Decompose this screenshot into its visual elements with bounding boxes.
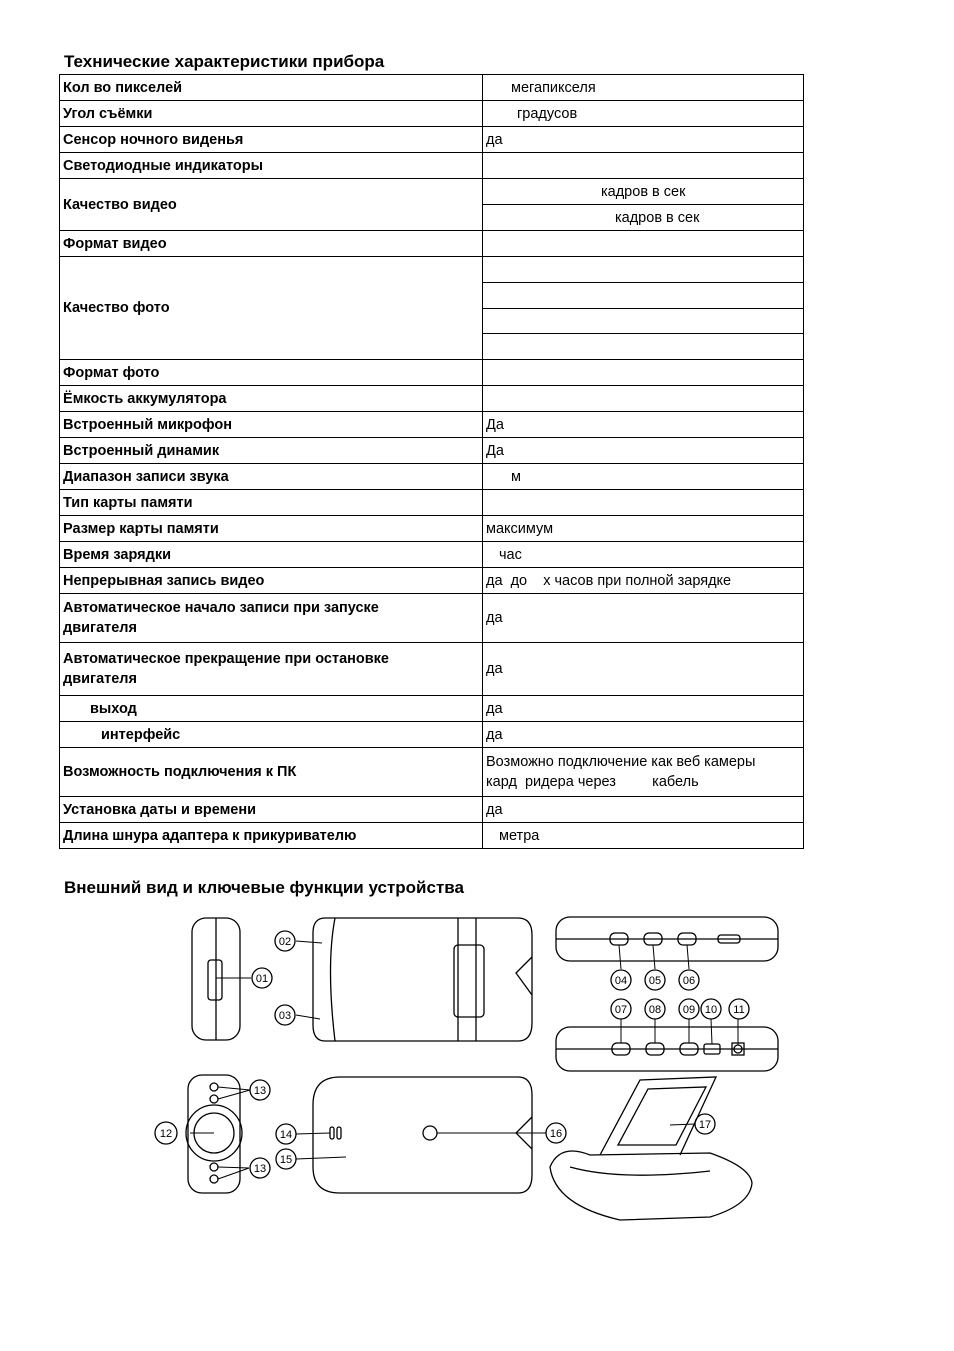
spec-value <box>483 748 804 797</box>
spec-value: Да <box>483 412 804 438</box>
device-lens-side-view <box>186 1075 242 1193</box>
table-row <box>60 696 804 722</box>
spec-value: кадров в сек <box>483 205 804 231</box>
table-row <box>60 231 804 257</box>
spec-value <box>483 334 804 360</box>
spec-label: Формат видео <box>60 231 483 257</box>
device-back-view <box>313 1077 532 1193</box>
table-row <box>60 386 804 412</box>
table-row <box>60 360 804 386</box>
spec-value <box>483 309 804 334</box>
device-front-view <box>313 918 532 1041</box>
spec-label: Установка даты и времени <box>60 797 483 823</box>
table-row <box>60 722 804 748</box>
spec-label: выход <box>60 696 483 722</box>
spec-label: Длина шнура адаптера к прикуривателю <box>60 823 483 849</box>
spec-label: Качество фото <box>60 257 483 360</box>
callout-label: 01 <box>255 973 269 985</box>
callout-label: 14 <box>279 1129 293 1141</box>
device-diagram <box>150 905 790 1235</box>
spec-value <box>483 257 804 283</box>
callout-label: 04 <box>614 975 628 987</box>
spec-label-line: Автоматическое прекращение при остановке <box>63 651 389 667</box>
spec-value <box>483 386 804 412</box>
spec-value: да <box>483 696 804 722</box>
spec-value: да <box>483 594 804 643</box>
spec-value: градусов <box>483 101 804 127</box>
spec-value-line: кард ридера через кабель <box>486 774 699 790</box>
spec-value: час <box>483 542 804 568</box>
spec-label: Сенсор ночного виденья <box>60 127 483 153</box>
table-row <box>60 127 804 153</box>
spec-label <box>60 643 483 696</box>
callout-label: 05 <box>648 975 662 987</box>
table-row <box>60 594 804 643</box>
spec-label-line: Автоматическое начало записи при запуске <box>63 600 379 616</box>
spec-value: да <box>483 643 804 696</box>
table-row <box>60 490 804 516</box>
callout-label: 13 <box>253 1085 267 1097</box>
callout-label: 12 <box>159 1128 173 1140</box>
table-row <box>60 542 804 568</box>
spec-label: Встроенный микрофон <box>60 412 483 438</box>
spec-value: Да <box>483 438 804 464</box>
callout-label: 02 <box>278 936 292 948</box>
callout-label: 10 <box>704 1004 718 1016</box>
spec-label: Светодиодные индикаторы <box>60 153 483 179</box>
spec-label: Встроенный динамик <box>60 438 483 464</box>
table-row <box>60 153 804 179</box>
table-row <box>60 643 804 696</box>
spec-value <box>483 283 804 309</box>
specs-table <box>59 74 804 849</box>
callout-label: 09 <box>682 1004 696 1016</box>
spec-label: Время зарядки <box>60 542 483 568</box>
spec-label: Ёмкость аккумулятора <box>60 386 483 412</box>
spec-value: да <box>483 797 804 823</box>
spec-label-line: двигателя <box>63 620 137 636</box>
table-row <box>60 464 804 490</box>
device-side-view <box>192 918 240 1040</box>
callout-label: 13 <box>253 1163 267 1175</box>
spec-value <box>483 490 804 516</box>
spec-value: мегапикселя <box>483 75 804 101</box>
callout-label: 15 <box>279 1154 293 1166</box>
spec-label: Тип карты памяти <box>60 490 483 516</box>
callout-label: 06 <box>682 975 696 987</box>
spec-label: Размер карты памяти <box>60 516 483 542</box>
spec-label-line: двигателя <box>63 671 137 687</box>
callout-label: 08 <box>648 1004 662 1016</box>
spec-value: метра <box>483 823 804 849</box>
section-title-specs: Технические характеристики прибора <box>64 52 385 71</box>
spec-label: Кол во пикселей <box>60 75 483 101</box>
section-title-appearance: Внешний вид и ключевые функции устройства <box>64 878 464 897</box>
spec-value <box>483 360 804 386</box>
spec-value: да <box>483 127 804 153</box>
spec-value <box>483 231 804 257</box>
table-row <box>60 101 804 127</box>
table-row <box>60 516 804 542</box>
table-row <box>60 823 804 849</box>
spec-label: Возможность подключения к ПК <box>60 748 483 797</box>
spec-value <box>483 153 804 179</box>
table-row <box>60 412 804 438</box>
callout-label: 16 <box>549 1128 563 1140</box>
spec-label: интерфейс <box>60 722 483 748</box>
device-top-edge-view <box>556 917 778 961</box>
spec-value: максимум <box>483 516 804 542</box>
table-row <box>60 568 804 594</box>
callout-label: 17 <box>698 1119 712 1131</box>
table-row <box>60 748 804 797</box>
callout-label: 03 <box>278 1010 292 1022</box>
spec-label: Угол съёмки <box>60 101 483 127</box>
callout-label: 07 <box>614 1004 628 1016</box>
spec-value: м <box>483 464 804 490</box>
callout-label: 11 <box>733 1004 745 1016</box>
spec-value-line: Возможно подключение как веб камеры <box>486 754 756 770</box>
table-row <box>60 797 804 823</box>
spec-label <box>60 594 483 643</box>
table-row <box>60 75 804 101</box>
spec-value: кадров в сек <box>483 179 804 205</box>
spec-value: да до х часов при полной зарядке <box>483 568 804 594</box>
table-row <box>60 179 804 205</box>
table-row <box>60 257 804 283</box>
spec-label: Диапазон записи звука <box>60 464 483 490</box>
device-bottom-edge-view <box>556 1027 778 1071</box>
spec-label: Качество видео <box>60 179 483 231</box>
spec-label: Непрерывная запись видео <box>60 568 483 594</box>
device-open-perspective-view <box>550 1077 752 1220</box>
table-row <box>60 438 804 464</box>
spec-label: Формат фото <box>60 360 483 386</box>
spec-value: да <box>483 722 804 748</box>
